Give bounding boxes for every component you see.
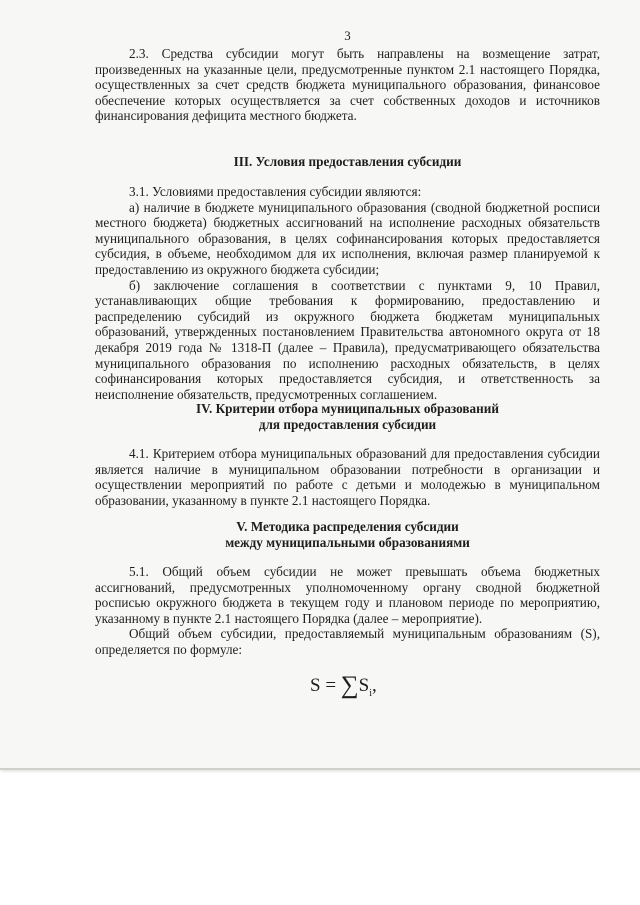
paragraph-3-1: 3.1. Условиями предоставления субсидии являются:: [129, 184, 422, 199]
sum-icon: ∑: [340, 672, 359, 699]
formula-tail: ,: [371, 675, 377, 696]
paragraph-2-3: 2.3. Средства субсидии могут быть направлены на возмещение затрат, произведенных на указанные цели, предусмотренные пунктом 2.1 настоящего Порядка, осуществленных за счет средств бюджета муниципального образования, финансовое обеспечение которых осуществляется за счет собственных доходов и источников финансирования дефицита местного бюджета.: [95, 46, 600, 124]
section-4-heading-line2: для предоставления субсидии: [258, 416, 437, 432]
formula-term: S: [358, 675, 370, 696]
paragraph-5-1: 5.1. Общий объем субсидии не может превышать объема бюджетных ассигнований, предусмотренных уполномоченному органу сводной бюджетной росписью окружного бюджета в текущем году и плановом периоде по мероприятию, указанному в пункте 2.1 настоящего Порядка (далее – мероприятие).: [95, 564, 600, 626]
paragraph-3-1-b: б) заключение соглашения в соответствии с пунктами 9, 10 Правил, устанавливающих общие требования к формированию, предоставлению и распределению субсидий из окружного бюджета бюджетам муниципальных образований, утвержденных постановлением Правительства автономного округа от 18 декабря 2019 года № 1318-П (далее – Правила), предусматривающего обязательства муниципального образования по исполнению расходных обязательств, в целях софинансирования которых предоставляется субсидия, и ответственность за неисполнение обязательств, предусмотренных соглашением.: [95, 277, 600, 402]
section-3-heading: III. Условия предоставления субсидии: [233, 154, 462, 169]
formula-equals: =: [325, 675, 337, 696]
paragraph-4-1: 4.1. Критерием отбора муниципальных образований для предоставления субсидии является наличие в муниципальном образовании потребности в организации и осуществлении мероприятий по работе с детьми и молодежью в муниципальном образовании, указанному в пункте 2.1 настоящего Порядка.: [95, 446, 600, 508]
paragraph-total-volume: Общий объем субсидии, предоставляемый муниципальным образованиям (S), определяется по формуле:: [95, 626, 600, 657]
section-5-heading-line1: V. Методика распределения субсидии: [236, 519, 459, 534]
paragraph-3-1-a: а) наличие в бюджете муниципального образования (сводной бюджетной росписи местного бюджета) бюджетных ассигнований на исполнение расходных обязательств муниципального образования, в целях софинансирования которых предоставляется субсидия, в объеме, необходимом для их исполнения, включая размер планируемой к предоставлению из окружного бюджета субсидии;: [95, 199, 600, 277]
formula-lhs: S: [310, 675, 321, 696]
section-4-heading-line1: IV. Критерии отбора муниципальных образований: [196, 401, 499, 416]
section-5-heading-line2: между муниципальными образованиями: [225, 534, 470, 550]
subsidy-formula: [310, 672, 377, 700]
formula-subscript: i: [369, 687, 372, 699]
page-number: 3: [344, 28, 351, 43]
